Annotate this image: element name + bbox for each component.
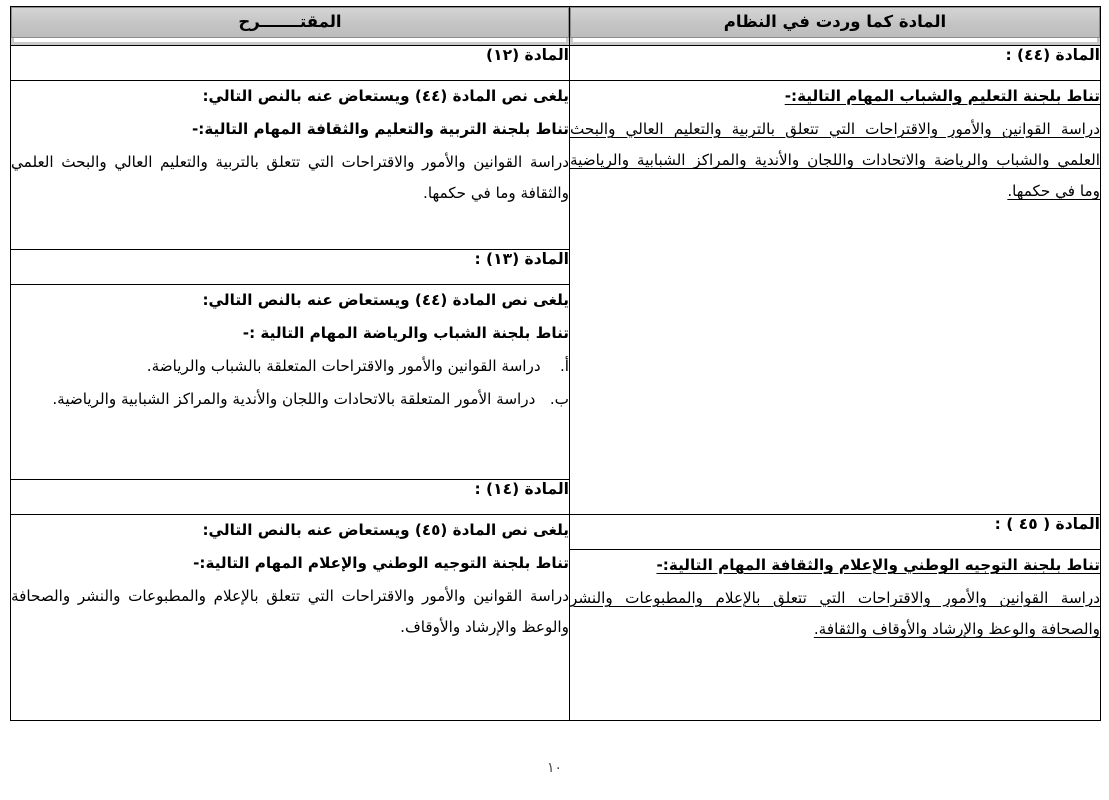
current-law-body-45 <box>570 550 1101 721</box>
proposal-13-line-2: تناط بلجنة الشباب والرياضة المهام التالية :- <box>242 324 569 343</box>
proposal-body-14 <box>11 515 570 721</box>
proposal-14-line-1: يلغى نص المادة (٤٥) ويستعاض عنه بالنص التالي: <box>202 521 569 539</box>
column-header-proposal-label: المقتـــــــرح <box>11 7 569 38</box>
proposal-14-paragraph: دراسة القوانين والأمور والاقتراحات التي تتعلق بالإعلام والمطبوعات والنشر والصحافة والوعظ والإرشاد والأوقاف. <box>11 587 569 637</box>
article-label-row-1 <box>11 46 1101 81</box>
current-law-44-paragraph: دراسة القوانين والأمور والاقتراحات التي تتعلق بالتربية والتعليم العالي والبحث العلمي والشباب والرياضة والاتحادات واللجان والأندية والمراكز الشبابية والرياضية وما في حكمها. <box>570 120 1100 201</box>
current-law-45-heading: تناط بلجنة التوجيه الوطني والإعلام والثقافة المهام التالية:- <box>656 556 1100 574</box>
column-header-proposal <box>11 7 570 46</box>
article-label-row-45 <box>11 515 1101 550</box>
proposal-13-item-a-marker: أ. <box>559 357 569 376</box>
proposal-13-item-a-text: دراسة القوانين والأمور والاقتراحات المتعلقة بالشباب والرياضة. <box>146 357 541 376</box>
proposal-13-item-a <box>11 351 569 382</box>
proposal-12-line-2: تناط بلجنة التربية والتعليم والثقافة المهام التالية:- <box>191 120 569 139</box>
proposal-article-label-14: المادة (١٤) : <box>11 480 570 515</box>
proposal-article-label-13: المادة (١٣) : <box>11 250 570 285</box>
proposal-body-13 <box>11 285 570 480</box>
column-header-current-law <box>570 7 1101 46</box>
proposal-13-item-b-marker: ب. <box>549 390 569 409</box>
proposal-12-paragraph: دراسة القوانين والأمور والاقتراحات التي تتعلق بالتربية والتعليم العالي والبحث العلمي والثقافة وما في حكمها. <box>11 153 569 203</box>
table-header-row <box>11 7 1101 46</box>
proposal-article-label-12: المادة (١٢) <box>11 46 570 81</box>
proposal-body-12 <box>11 81 570 250</box>
current-law-45-paragraph: دراسة القوانين والأمور والاقتراحات التي تتعلق بالإعلام والمطبوعات والنشر والصحافة والوعظ والإرشاد والأوقاف والثقافة. <box>570 589 1100 639</box>
proposal-13-line-1: يلغى نص المادة (٤٤) ويستعاض عنه بالنص التالي: <box>202 291 569 309</box>
comparison-table <box>10 6 1101 721</box>
proposal-14-line-2: تناط بلجنة التوجيه الوطني والإعلام المهام التالية:- <box>193 554 569 573</box>
proposal-13-item-b-text: دراسة الأمور المتعلقة بالاتحادات واللجان والأندية والمراكز الشبابية والرياضية. <box>52 390 536 409</box>
table-row-1 <box>11 81 1101 250</box>
proposal-13-item-b <box>11 384 569 415</box>
current-law-44-heading: تناط بلجنة التعليم والشباب المهام التالية:- <box>784 87 1100 105</box>
column-header-current-law-label: المادة كما وردت في النظام <box>570 7 1100 38</box>
current-law-article-label-44: المادة (٤٤) : <box>570 46 1101 81</box>
page-number: ١٠ <box>546 760 563 776</box>
current-law-body-44 <box>570 81 1101 515</box>
current-law-article-label-45: المادة ( ٤٥ ) : <box>570 515 1101 550</box>
proposal-12-line-1: يلغى نص المادة (٤٤) ويستعاض عنه بالنص التالي: <box>202 87 569 105</box>
